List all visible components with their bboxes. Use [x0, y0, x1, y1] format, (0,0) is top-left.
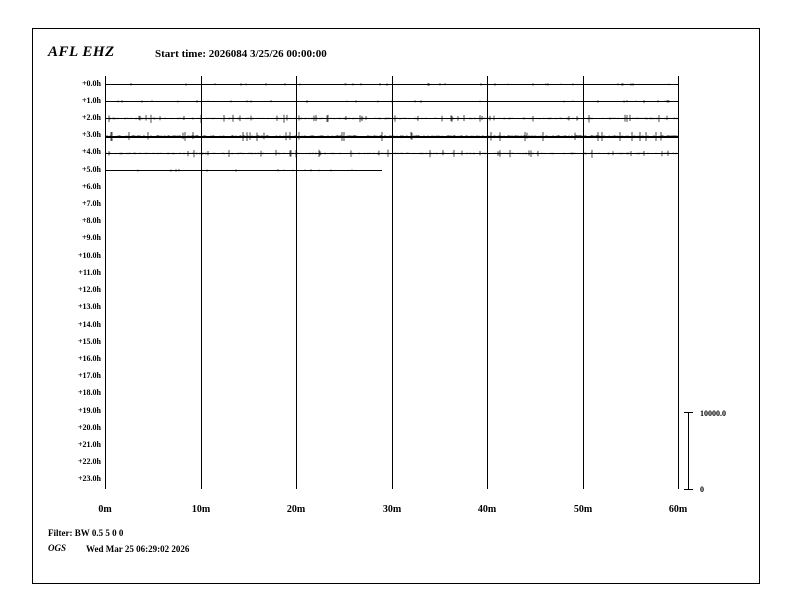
y-axis-tick-label: +9.0h: [81, 233, 101, 243]
y-axis-labels: [51, 76, 101, 489]
trace-row: [105, 472, 678, 489]
x-axis-tick-label: 50m: [573, 504, 593, 515]
y-axis-tick-label: +19.0h: [77, 405, 101, 415]
scale-bar-bottom-tick: [684, 489, 693, 490]
trace-row: [105, 196, 678, 213]
x-axis-tick-label: 0m: [98, 504, 112, 515]
trace-noise: [105, 97, 678, 106]
y-axis-tick-label: +8.0h: [81, 216, 101, 226]
trace-row: [105, 93, 678, 110]
y-axis-tick-label: +2.0h: [81, 113, 101, 123]
x-axis-tick-label: 40m: [477, 504, 497, 515]
plot-area: [105, 76, 678, 489]
trace-row: [105, 248, 678, 265]
scale-bar-top-tick: [684, 412, 693, 413]
trace-row: [105, 455, 678, 472]
render-timestamp-label: Wed Mar 25 06:29:02 2026: [86, 544, 190, 554]
scale-min-label: 0: [700, 485, 704, 494]
trace-row: [105, 386, 678, 403]
trace-noise: [105, 166, 382, 175]
y-axis-tick-label: +6.0h: [81, 181, 101, 191]
trace-row: [105, 214, 678, 231]
start-time-label: Start time: 2026084 3/25/26 00:00:00: [155, 48, 327, 60]
y-axis-tick-label: +18.0h: [77, 388, 101, 398]
trace-row: [105, 265, 678, 282]
trace-row: [105, 300, 678, 317]
y-axis-tick-label: +23.0h: [77, 474, 101, 484]
y-axis-tick-label: +12.0h: [77, 285, 101, 295]
y-axis-tick-label: +0.0h: [81, 78, 101, 88]
y-axis-tick-label: +11.0h: [78, 267, 101, 277]
trace-noise: [105, 80, 678, 89]
trace-row: [105, 437, 678, 454]
trace-row: [105, 162, 678, 179]
x-axis-tick-label: 30m: [382, 504, 402, 515]
y-axis-tick-label: +5.0h: [81, 164, 101, 174]
y-axis-tick-label: +14.0h: [77, 319, 101, 329]
trace-row: [105, 179, 678, 196]
trace-row: [105, 369, 678, 386]
trace-row: [105, 334, 678, 351]
filter-label: Filter: BW 0.5 5 0 0: [48, 528, 124, 538]
trace-row: [105, 283, 678, 300]
trace-row: [105, 128, 678, 145]
y-axis-tick-label: +16.0h: [77, 353, 101, 363]
organization-label: OGS: [48, 543, 67, 553]
trace-row: [105, 403, 678, 420]
scale-bar-line: [688, 412, 689, 490]
amplitude-scale-bar: [680, 412, 698, 490]
trace-row: [105, 351, 678, 368]
trace-row: [105, 110, 678, 127]
trace-noise: [105, 149, 678, 158]
trace-row: [105, 231, 678, 248]
x-gridline: [678, 76, 679, 489]
y-axis-tick-label: +4.0h: [81, 147, 101, 157]
y-axis-tick-label: +21.0h: [77, 439, 101, 449]
y-axis-tick-label: +3.0h: [81, 130, 101, 140]
y-axis-tick-label: +22.0h: [77, 457, 101, 467]
y-axis-tick-label: +17.0h: [77, 371, 101, 381]
trace-row: [105, 317, 678, 334]
y-axis-tick-label: +15.0h: [77, 336, 101, 346]
y-axis-tick-label: +20.0h: [77, 422, 101, 432]
trace-row: [105, 420, 678, 437]
x-axis-tick-label: 60m: [668, 504, 688, 515]
y-axis-tick-label: +7.0h: [81, 199, 101, 209]
trace-row: [105, 145, 678, 162]
y-axis-tick-label: +13.0h: [77, 302, 101, 312]
page-title: AFL EHZ: [48, 44, 115, 60]
trace-noise: [105, 132, 678, 141]
y-axis-tick-label: +1.0h: [81, 95, 101, 105]
trace-noise: [105, 114, 678, 123]
trace-row: [105, 76, 678, 93]
x-axis-tick-label: 10m: [191, 504, 211, 515]
x-axis-tick-label: 20m: [286, 504, 306, 515]
scale-max-label: 10000.0: [700, 409, 726, 418]
x-axis-labels: [98, 504, 688, 518]
y-axis-tick-label: +10.0h: [77, 250, 101, 260]
